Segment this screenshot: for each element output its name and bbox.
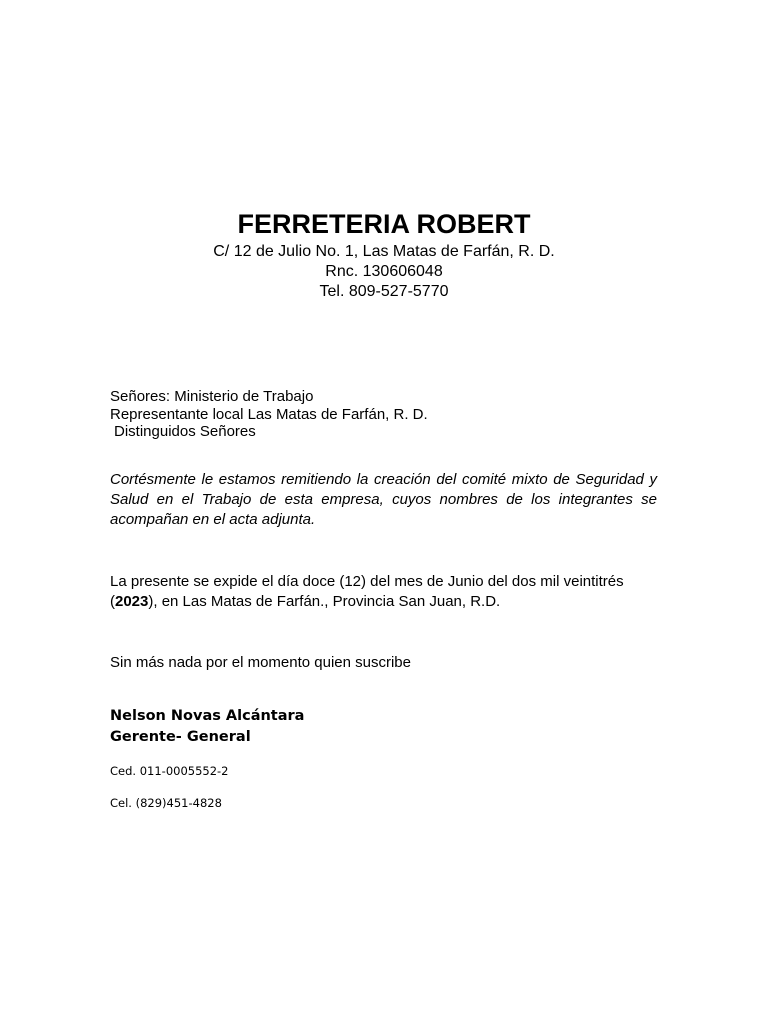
recipient-block [110, 388, 657, 441]
body-paragraph-2 [110, 572, 657, 612]
signer-id: Ced. 011-0005552-2 [110, 764, 229, 778]
letterhead [0, 206, 768, 302]
year-value: 2023 [115, 593, 149, 610]
company-address: C/ 12 de Julio No. 1, Las Matas de Farfán, R. D. [213, 243, 555, 260]
signer-name: Nelson Novas Alcántara [110, 708, 305, 724]
recipient-line-1: Señores: Ministerio de Trabajo [110, 388, 314, 405]
signer-phone: Cel. (829)451-4828 [110, 796, 222, 810]
company-rnc: Rnc. 130606048 [325, 263, 443, 280]
signature-block [110, 706, 304, 748]
company-phone: Tel. 809-527-5770 [319, 283, 449, 300]
paragraph-2-start: La presente se expide el día doce (12) del mes de Junio del dos mil veintitrés ( [110, 573, 624, 610]
paragraph-2-end: ), en Las Matas de Farfán., Provincia San Juan, R.D. [148, 593, 501, 610]
company-name: FERRETERIA ROBERT [237, 209, 531, 239]
closing-line: Sin más nada por el momento quien suscribe [110, 654, 411, 671]
signer-title: Gerente- General [110, 729, 251, 745]
recipient-line-2: Representante local Las Matas de Farfán, R. D. [110, 405, 428, 423]
body-paragraph-1: Cortésmente le estamos remitiendo la creación del comité mixto de Seguridad y Salud en el Trabajo de esta empresa, cuyos nombres de los integrantes se acompañan en el acta adjunta. [110, 471, 657, 528]
salutation: Distinguidos Señores [114, 423, 256, 440]
